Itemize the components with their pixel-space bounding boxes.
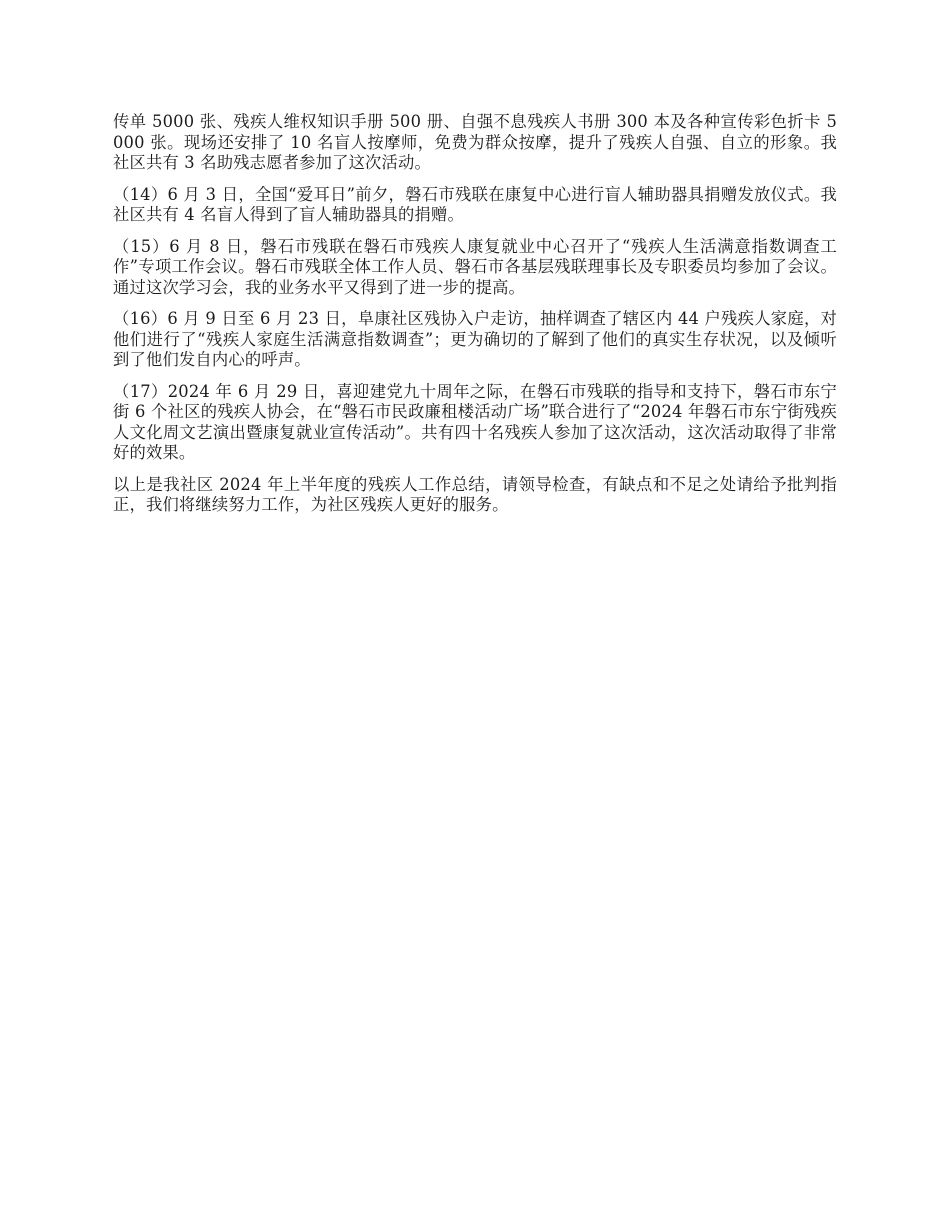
- paragraph-publicity-materials: 传单 5000 张、残疾人维权知识手册 500 册、自强不息残疾人书册 300 本及各种宣传彩色折卡 5000 张。现场还安排了 10 名盲人按摩师，免费为群众按摩，提升了残疾人自强、自立的形象。我社区共有 3 名助残志愿者参加了这次活动。: [113, 112, 837, 172]
- document-body: [113, 112, 837, 527]
- paragraph-conclusion: 以上是我社区 2024 年上半年度的残疾人工作总结，请领导检查，有缺点和不足之处请给予批判指正，我们将继续努力工作，为社区残疾人更好的服务。: [113, 474, 837, 514]
- paragraph-item-16: （16）6 月 9 日至 6 月 23 日，阜康社区残协入户走访，抽样调查了辖区内 44 户残疾人家庭，对他们进行了“残疾人家庭生活满意指数调查”；更为确切的了解到了他们的真实生存状况，以及倾听到了他们发自内心的呼声。: [113, 309, 837, 369]
- paragraph-item-14: （14）6 月 3 日，全国“爱耳日”前夕，磐石市残联在康复中心进行盲人辅助器具捐赠发放仪式。我社区共有 4 名盲人得到了盲人辅助器具的捐赠。: [113, 184, 837, 224]
- paragraph-item-15: （15）6 月 8 日，磐石市残联在磐石市残疾人康复就业中心召开了“残疾人生活满意指数调查工作”专项工作会议。磐石市残联全体工作人员、磐石市各基层残联理事长及专职委员均参加了会议。通过这次学习会，我的业务水平又得到了进一步的提高。: [113, 236, 837, 297]
- paragraph-item-17: （17）2024 年 6 月 29 日，喜迎建党九十周年之际，在磐石市残联的指导和支持下，磐石市东宁街 6 个社区的残疾人协会，在“磐石市民政廉租楼活动广场”联合进行了“2024 年磐石市东宁街残疾人文化周文艺演出暨康复就业宣传活动”。共有四十名残疾人参加了这次活动，这次活动取得了非常好的效果。: [113, 381, 837, 462]
